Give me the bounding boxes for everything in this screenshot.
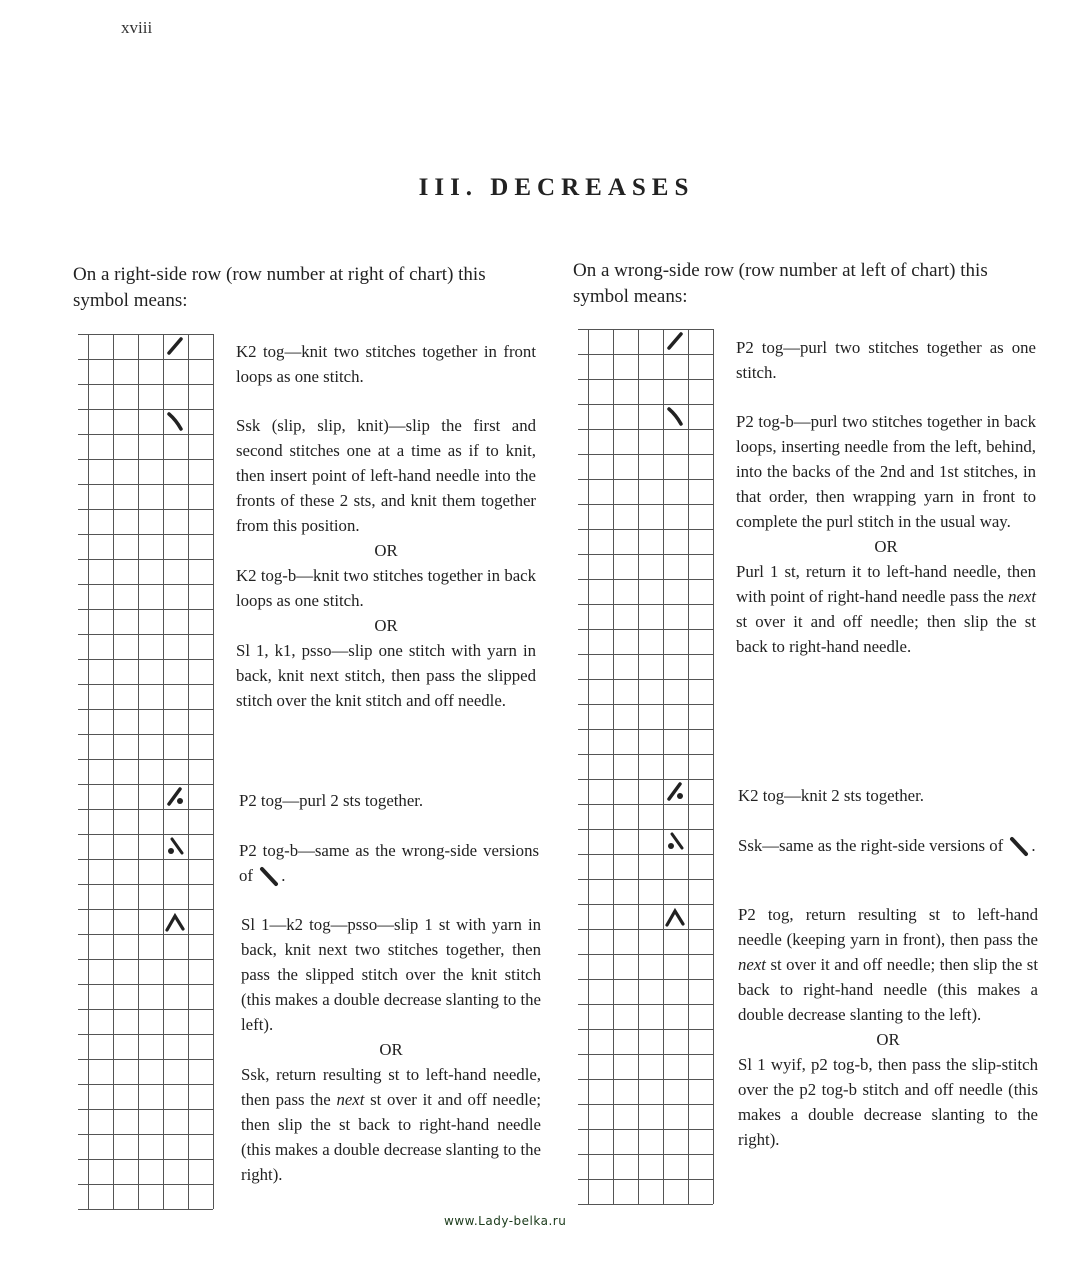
wrong-side-chart-grid bbox=[578, 329, 714, 1205]
ssk-backslash-icon bbox=[669, 409, 681, 424]
or-separator: OR bbox=[374, 541, 398, 560]
page-number: xviii bbox=[121, 18, 153, 37]
watermark: www.Lady-belka.ru bbox=[444, 1214, 567, 1228]
entry-ws-double-decrease: P2 tog, return resulting st to left-hand needle (keeping yarn in front), then pass the next st over it and off needle; then slip the st back to right-hand needle (this makes a double decrease slanting to the left). OR Sl 1 wyif, p2 tog-b, then pass the slip-stitch over the p2 tog-b stitch and off needle (this makes a double decrease slanting to the right). bbox=[738, 905, 1038, 1149]
p2togb-backslash-dot-icon bbox=[668, 834, 682, 849]
or-separator: OR bbox=[374, 616, 398, 635]
wrong-side-intro: On a wrong-side row (row number at left of chart) this symbol means: bbox=[573, 260, 988, 307]
entry-ws-ssk: Ssk—same as the right-side versions of . bbox=[738, 836, 1036, 855]
right-side-intro: On a right-side row (row number at right of chart) this symbol means: bbox=[73, 264, 486, 311]
section-title: III. DECREASES bbox=[418, 174, 695, 201]
entry-ssk: Ssk (slip, slip, knit)—slip the first and second stitches one at a time as if to knit, then insert point of left-hand needle into the fronts of these 2 sts, and knit them together from this position. OR K2 tog-b—knit two stitches together in back loops as one stitch. OR Sl 1, k1, psso—slip one stitch with yarn in back, knit next stitch, then pass the slipped stitch over the knit stitch and off needle. bbox=[236, 416, 536, 710]
entry-p2togb: P2 tog-b—same as the wrong-side versions of . bbox=[239, 841, 539, 885]
p2tog-slash-dot-icon bbox=[669, 784, 683, 799]
k2tog-slash-icon bbox=[169, 339, 181, 353]
entry-p2tog: P2 tog—purl 2 sts together. bbox=[239, 791, 424, 810]
backslash-decrease-icon bbox=[1007, 835, 1031, 857]
ssk-backslash-icon bbox=[169, 414, 181, 429]
or-separator: OR bbox=[876, 1030, 900, 1049]
double-decrease-caret-icon bbox=[167, 916, 183, 930]
k2tog-slash-icon bbox=[669, 334, 681, 348]
entry-k2tog: K2 tog—knit two stitches together in front loops as one stitch. bbox=[236, 342, 536, 386]
entry-ws-p2togb: P2 tog-b—purl two stitches together in back loops, inserting needle from the left, behind, into the backs of the 2nd and 1st stitches, in that order, then wrapping yarn in front to complete the purl stitch in the usual way. OR Purl 1 st, return it to left-hand needle, then with point of right-hand needle pass the next st over it and off needle; then slip the st back to right-hand needle. bbox=[736, 412, 1037, 656]
entry-ws-p2tog: P2 tog—purl two stitches together as one stitch. bbox=[736, 338, 1036, 382]
entry-ws-k2tog: K2 tog—knit 2 sts together. bbox=[738, 786, 924, 805]
right-side-chart-grid bbox=[78, 334, 214, 1210]
p2tog-slash-dot-icon bbox=[169, 789, 183, 804]
entry-sk2p: Sl 1—k2 tog—psso—slip 1 st with yarn in back, knit next two stitches together, then pass the slipped stitch over the knit stitch (this makes a double decrease slanting to the left). OR Ssk, return resulting st to left-hand needle, then pass the next st over it and off needle; then slip the st back to right-hand needle (this makes a double decrease slanting to the right). bbox=[241, 915, 541, 1184]
backslash-decrease-icon bbox=[257, 865, 281, 887]
or-separator: OR bbox=[379, 1040, 403, 1059]
or-separator: OR bbox=[874, 537, 898, 556]
p2togb-backslash-dot-icon bbox=[168, 839, 182, 854]
double-decrease-caret-icon bbox=[667, 911, 683, 925]
